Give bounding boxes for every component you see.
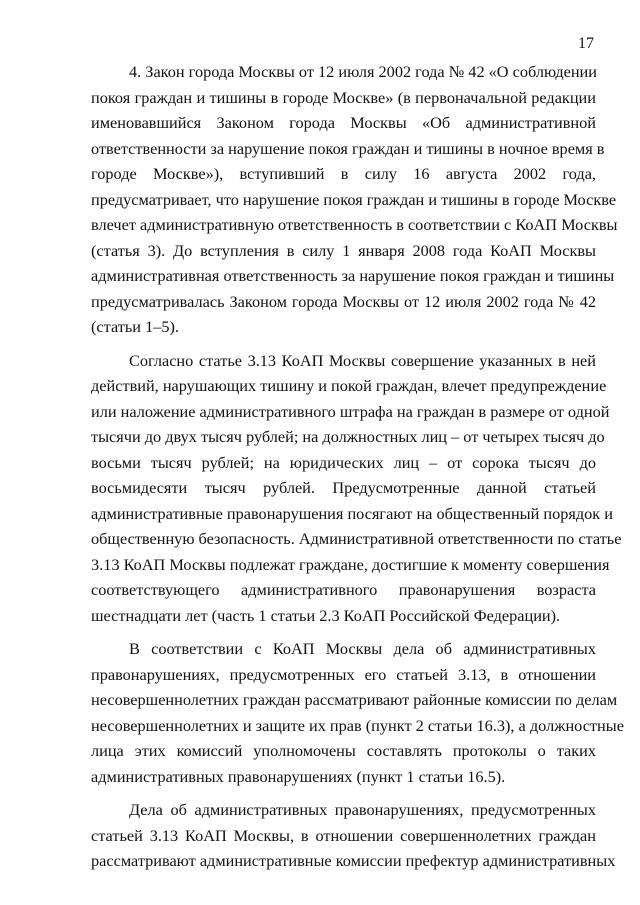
text-line: административные правонарушения посягают на общественный порядок и [91,503,613,523]
text-line: именовавшийся Законом города Москвы «Об административной [91,113,596,132]
text-line: или наложение административного штрафа на граждан в размере от одной [91,401,610,421]
text-line: действий, нарушающих тишину и покой граждан, влечет предупреждение [91,376,607,395]
text-line: административных правонарушениях (пункт 1 статьи 16.5). [91,766,506,786]
text-line: В соответствии с КоАП Москвы дела об административных [129,639,596,658]
paragraph [91,797,616,874]
document-body [91,59,624,874]
text-line: правонарушениях, предусмотренных его статьей 3.13, в отношении [91,664,596,684]
paragraph [91,636,624,789]
text-line: несовершеннолетних и защите их прав (пункт 2 статьи 16.3), а должностные [91,715,624,735]
text-line: общественную безопасность. Административной ответственности по статье [91,529,622,548]
text-line: рассматривают административные комиссии префектур административных [91,851,616,870]
text-line: статьей 3.13 КоАП Москвы, в отношении совершеннолетних граждан [91,825,596,845]
paragraph [91,348,622,629]
text-line: административная ответственность за нарушение покоя граждан и тишины [91,266,615,285]
text-line: влечет административную ответственность в соответствии с КоАП Москвы [91,215,618,234]
text-line: 3.13 КоАП Москвы подлежат граждане, достигшие к моменту совершения [91,554,610,574]
text-line: восьмидесяти тысяч рублей. Предусмотренные данной статьей [91,478,596,497]
text-line: ответственности за нарушение покоя граждан и тишины в ночное время в [91,138,605,158]
text-line: городе Москве»), вступивший в силу 16 августа 2002 года, [91,164,596,183]
paragraph [91,59,618,340]
text-line: 4. Закон города Москвы от 12 июля 2002 года № 42 «О соблюдении [129,62,597,81]
text-line: (статья 3). До вступления в силу 1 января 2008 года КоАП Москвы [91,240,596,260]
text-line: лица этих комиссий уполномочены составлять протоколы о таких [91,741,596,760]
text-line: шестнадцати лет (часть 1 статьи 2.3 КоАП Российской Федерации). [91,605,561,625]
text-line: предусматривает, что нарушение покоя граждан и тишины в городе Москве [91,189,617,209]
text-line: Дела об административных правонарушениях, предусмотренных [129,800,596,819]
page-number: 17 [578,35,594,52]
text-line: несовершеннолетних граждан рассматривают районные комиссии по делам [91,690,618,709]
text-line: предусматривалась Законом города Москвы от 12 июля 2002 года № 42 [91,291,596,311]
text-line: (статьи 1–5). [91,317,180,336]
text-line: восьми тысяч рублей; на юридических лиц – от сорока тысяч до [91,452,596,472]
text-line: тысячи до двух тысяч рублей; на должностных лиц – от четырех тысяч до [91,427,605,446]
text-line: Согласно статье 3.13 КоАП Москвы совершение указанных в ней [129,350,596,370]
text-line: покоя граждан и тишины в городе Москве» (в первоначальной редакции [91,87,596,107]
text-line: соответствующего административного правонарушения возраста [91,580,596,599]
